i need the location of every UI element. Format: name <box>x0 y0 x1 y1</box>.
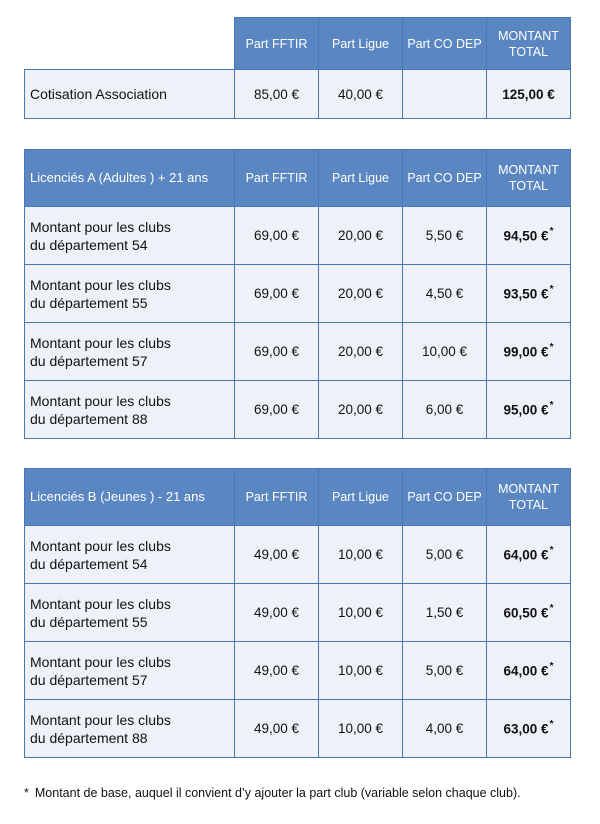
header-part-fftir: Part FFTIR <box>235 150 319 207</box>
header-row <box>25 469 571 526</box>
row-label-line1: Montant pour les clubs <box>30 537 171 554</box>
header-part-co-dep: Part CO DEP <box>403 18 487 70</box>
header-row <box>25 150 571 207</box>
table-row <box>25 642 571 700</box>
licencies-a-table <box>24 149 571 439</box>
cell-part-ligue: 10,00 € <box>319 700 403 758</box>
total-value: 99,00 € <box>503 344 549 360</box>
total-value: 93,50 € <box>503 286 549 302</box>
row-label-line1: Montant pour les clubs <box>30 276 171 293</box>
row-label-line2: du département 57 <box>30 671 148 688</box>
row-label-line2: du département 55 <box>30 294 148 311</box>
cell-part-fftir: 49,00 € <box>235 584 319 642</box>
header-licencies-b-title: Licenciés B (Jeunes ) - 21 ans <box>25 469 235 526</box>
cell-part-ligue: 20,00 € <box>319 207 403 265</box>
licencies-b-table <box>24 468 571 758</box>
row-label <box>25 207 235 265</box>
cell-part-co-dep: 5,00 € <box>403 642 487 700</box>
cell-part-fftir: 69,00 € <box>235 265 319 323</box>
row-label <box>25 700 235 758</box>
header-montant-total <box>487 150 571 207</box>
header-part-ligue: Part Ligue <box>319 150 403 207</box>
cell-part-fftir: 49,00 € <box>235 642 319 700</box>
header-montant-total <box>487 469 571 526</box>
header-montant-total-line2: TOTAL <box>508 179 549 193</box>
row-label <box>25 381 235 439</box>
row-label <box>25 526 235 584</box>
cell-part-fftir: 69,00 € <box>235 381 319 439</box>
row-label-line1: Montant pour les clubs <box>30 711 171 728</box>
cell-part-fftir: 49,00 € <box>235 526 319 584</box>
footnote-star: * <box>24 786 29 800</box>
header-part-ligue: Part Ligue <box>319 469 403 526</box>
row-label-line2: du département 54 <box>30 555 148 572</box>
header-part-ligue: Part Ligue <box>319 18 403 70</box>
table-row <box>25 584 571 642</box>
row-label-line2: du département 88 <box>30 729 148 746</box>
header-montant-total-line1: MONTANT <box>498 163 559 177</box>
header-part-co-dep: Part CO DEP <box>403 469 487 526</box>
total-value: 94,50 € <box>503 228 549 244</box>
table-row <box>25 381 571 439</box>
cell-montant-total <box>487 642 571 700</box>
row-label <box>25 584 235 642</box>
header-montant-total-line1: MONTANT <box>498 28 559 43</box>
footnote-mark: * <box>549 226 554 238</box>
row-label-line1: Montant pour les clubs <box>30 595 171 612</box>
cell-montant-total <box>487 323 571 381</box>
cell-part-ligue: 10,00 € <box>319 584 403 642</box>
cotisation-association-table <box>24 17 571 119</box>
total-value: 64,00 € <box>503 547 549 563</box>
cell-part-ligue: 20,00 € <box>319 323 403 381</box>
header-part-fftir: Part FFTIR <box>235 18 319 70</box>
row-label-line2: du département 55 <box>30 613 148 630</box>
cell-part-co-dep: 5,50 € <box>403 207 487 265</box>
cell-part-ligue: 40,00 € <box>319 70 403 119</box>
cell-part-ligue: 20,00 € <box>319 381 403 439</box>
total-value: 60,50 € <box>503 605 549 621</box>
header-part-co-dep: Part CO DEP <box>403 150 487 207</box>
table-row <box>25 265 571 323</box>
cell-montant-total <box>487 700 571 758</box>
table-row <box>25 526 571 584</box>
table-row <box>25 323 571 381</box>
header-montant-total-line2: TOTAL <box>508 498 549 512</box>
row-label-line2: du département 54 <box>30 236 148 253</box>
total-value: 95,00 € <box>503 402 549 418</box>
header-part-fftir: Part FFTIR <box>235 469 319 526</box>
row-label <box>25 642 235 700</box>
footnote-text: Montant de base, auquel il convient d’y ajouter la part club (variable selon chaque club). <box>34 786 521 800</box>
footnote-mark: * <box>549 719 554 731</box>
cell-part-fftir: 69,00 € <box>235 207 319 265</box>
cell-montant-total <box>487 381 571 439</box>
footnote-mark: * <box>549 342 554 354</box>
cell-montant-total <box>487 584 571 642</box>
header-row <box>25 18 571 70</box>
cell-part-ligue: 10,00 € <box>319 642 403 700</box>
cell-part-co-dep: 4,50 € <box>403 265 487 323</box>
table-row <box>25 70 571 119</box>
total-value: 64,00 € <box>503 663 549 679</box>
cell-part-co-dep: 5,00 € <box>403 526 487 584</box>
cell-part-ligue: 10,00 € <box>319 526 403 584</box>
row-label-line1: Montant pour les clubs <box>30 218 171 235</box>
header-montant-total <box>487 18 571 70</box>
header-montant-total-line2: TOTAL <box>508 44 549 59</box>
cell-part-co-dep <box>403 70 487 119</box>
cell-part-fftir: 49,00 € <box>235 700 319 758</box>
cell-part-co-dep: 4,00 € <box>403 700 487 758</box>
cell-montant-total <box>487 526 571 584</box>
table-row <box>25 207 571 265</box>
cell-montant-total <box>487 265 571 323</box>
row-label: Cotisation Association <box>25 70 235 119</box>
footnote-mark: * <box>549 603 554 615</box>
row-label-line1: Montant pour les clubs <box>30 653 171 670</box>
cell-part-co-dep: 6,00 € <box>403 381 487 439</box>
row-label-line2: du département 57 <box>30 352 148 369</box>
cell-montant-total <box>487 207 571 265</box>
cell-part-fftir: 69,00 € <box>235 323 319 381</box>
header-licencies-a-title: Licenciés A (Adultes ) + 21 ans <box>25 150 235 207</box>
cell-part-fftir: 85,00 € <box>235 70 319 119</box>
header-montant-total-line1: MONTANT <box>498 482 559 496</box>
cell-montant-total: 125,00 € <box>487 70 571 119</box>
empty-header-cell <box>25 18 235 70</box>
table-row <box>25 700 571 758</box>
row-label-line1: Montant pour les clubs <box>30 334 171 351</box>
footnote-mark: * <box>549 661 554 673</box>
cell-part-co-dep: 10,00 € <box>403 323 487 381</box>
row-label <box>25 265 235 323</box>
row-label-line1: Montant pour les clubs <box>30 392 171 409</box>
footnote-mark: * <box>549 400 554 412</box>
footnote-mark: * <box>549 545 554 557</box>
row-label <box>25 323 235 381</box>
footnote <box>24 786 521 800</box>
cell-part-ligue: 20,00 € <box>319 265 403 323</box>
total-value: 63,00 € <box>503 721 549 737</box>
row-label-line2: du département 88 <box>30 410 148 427</box>
footnote-mark: * <box>549 284 554 296</box>
cell-part-co-dep: 1,50 € <box>403 584 487 642</box>
